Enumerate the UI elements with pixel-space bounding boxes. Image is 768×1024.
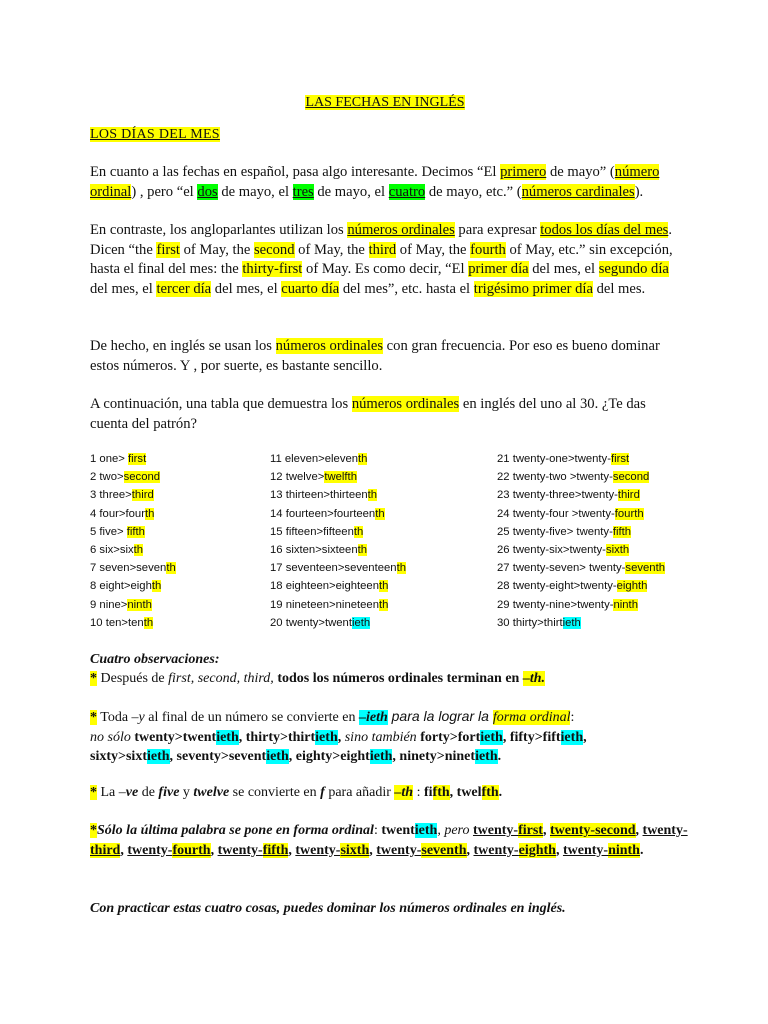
ordinal-row — [270, 505, 406, 523]
closing-sentence: Con practicar estas cuatro cosas, puedes dominar los números ordinales en inglés. — [90, 901, 566, 916]
ordinal-base: 18 eighteen>eighteen — [270, 580, 379, 593]
ordinal-base: 24 twenty-four >twenty- — [497, 507, 615, 520]
ordinal-base: 26 twenty-six>twenty- — [497, 543, 606, 556]
ordinal-suffix: first — [128, 453, 147, 465]
ordinal-suffix: th — [396, 562, 406, 575]
ordinal-base: 22 twenty-two >twenty- — [497, 471, 613, 484]
ordinal-base: 20 twenty>twent — [270, 616, 352, 629]
ordinal-suffix: ninth — [613, 598, 638, 611]
ordinal-base: 7 seven>seven — [90, 562, 167, 575]
ordinal-base: 12 twelve> — [270, 471, 325, 484]
ordinal-row — [270, 541, 406, 559]
ordinal-suffix: th — [375, 507, 385, 520]
paragraph-3: De hecho, en inglés se usan los números ordinales con gran frecuencia. Por eso es bueno dominar estos números. Y , por suerte, es bastante sencillo. — [90, 338, 660, 374]
ordinal-base: 9 nine> — [90, 598, 128, 611]
ordinal-row — [497, 559, 665, 577]
section-heading: LOS DÍAS DEL MES — [90, 127, 220, 142]
ordinal-base: 6 six>six — [90, 543, 134, 556]
paragraph-4: A continuación, una tabla que demuestra los números ordinales en inglés del uno al 30. ¿Te das cuenta del patrón? — [90, 396, 646, 432]
ordinal-suffix: fifth — [126, 525, 145, 538]
observation-2: * Toda –y al final de un número se convierte en –ieth para la lograr la forma ordinal: no sólo twenty>twentieth, thirty>thirtieth, sino también forty>fortieth, fifty>fiftieth, sixty>sixtieth, seventy>seventieth, eighty>eightieth, ninety>ninetieth. — [90, 708, 587, 764]
ordinal-row — [90, 468, 176, 486]
ordinal-row — [497, 505, 665, 523]
ordinal-base: 29 twenty-nine>twenty- — [497, 598, 614, 611]
ordinal-row — [497, 577, 665, 595]
ordinal-row — [90, 596, 176, 614]
ordinal-base: 13 thirteen>thirteen — [270, 489, 368, 502]
ordinal-row — [270, 577, 406, 595]
ordinal-row — [270, 468, 406, 486]
ordinal-suffix: twelfth — [324, 471, 357, 484]
ordinals-column-1 — [90, 450, 176, 632]
ordinal-base: 5 five> — [90, 525, 127, 538]
ordinal-row — [90, 614, 176, 632]
ordinal-suffix: fifth — [612, 525, 632, 538]
ordinal-suffix: ieth — [351, 616, 371, 629]
ordinal-suffix: ieth — [562, 616, 581, 629]
ordinal-suffix: th — [353, 525, 364, 538]
ordinal-suffix: th — [358, 453, 368, 465]
ordinal-suffix: second — [123, 471, 161, 484]
ordinal-base: 14 fourteen>fourteen — [270, 507, 376, 520]
ordinal-suffix: sixth — [605, 543, 630, 556]
ordinal-suffix: th — [166, 562, 176, 575]
ordinal-row — [497, 450, 665, 468]
ordinal-row — [270, 559, 406, 577]
page-title: LAS FECHAS EN INGLÉS — [305, 95, 465, 110]
ordinal-base: 11 eleven>eleven — [270, 453, 359, 465]
ordinals-column-2 — [270, 450, 406, 632]
ordinal-base: 21 twenty-one>twenty- — [497, 453, 611, 465]
ordinal-suffix: th — [144, 507, 155, 520]
ordinal-base: 4 four>four — [90, 507, 145, 520]
paragraph-1: En cuanto a las fechas en español, pasa algo interesante. Decimos “El primero de mayo” (número ordinal) , pero “el dos de mayo, el tres de mayo, el cuatro de mayo, etc.” (números cardinales). — [90, 164, 660, 200]
observations-heading: Cuatro observaciones: — [90, 652, 220, 667]
ordinal-suffix: third — [131, 489, 154, 502]
ordinal-base: 17 seventeen>seventeen — [270, 562, 397, 575]
ordinal-row — [497, 614, 665, 632]
ordinal-base: 23 twenty-three>twenty- — [497, 489, 618, 502]
ordinal-row — [497, 523, 665, 541]
ordinal-base: 10 ten>ten — [90, 616, 144, 629]
ordinal-suffix: th — [143, 616, 154, 629]
ordinal-suffix: th — [151, 580, 162, 593]
ordinal-base: 27 twenty-seven> twenty- — [497, 562, 626, 575]
ordinal-base: 30 thirty>thirt — [497, 616, 563, 629]
ordinal-suffix: th — [367, 489, 378, 502]
ordinal-base: 2 two> — [90, 471, 124, 484]
ordinal-row — [270, 596, 406, 614]
ordinal-suffix: third — [617, 489, 640, 502]
observation-4: *Sólo la última palabra se pone en forma ordinal: twentieth, pero twenty-first, twenty-second, twenty-third, twenty-fourth, twenty-fifth, twenty-sixth, twenty-seventh, twenty-eighth, twenty-ninth. — [90, 823, 688, 858]
observation-3: * La –ve de five y twelve se convierte en f para añadir –th : fifth, twelfth. — [90, 785, 503, 800]
observation-1: * Después de first, second, third, todos los números ordinales terminan en –th. — [90, 671, 546, 686]
ordinal-suffix: fourth — [614, 507, 644, 520]
ordinal-base: 28 twenty-eight>twenty- — [497, 580, 617, 593]
ordinal-suffix: second — [612, 471, 650, 484]
ordinal-row — [270, 450, 406, 468]
ordinal-row — [270, 614, 406, 632]
ordinal-suffix: eighth — [616, 580, 648, 593]
ordinal-row — [497, 468, 665, 486]
ordinal-suffix: th — [357, 543, 368, 556]
ordinal-base: 25 twenty-five> twenty- — [497, 525, 613, 538]
ordinal-base: 16 sixten>sixteen — [270, 543, 358, 556]
ordinal-row — [90, 486, 176, 504]
ordinal-base: 19 nineteen>nineteen — [270, 598, 379, 611]
ordinal-row — [497, 486, 665, 504]
ordinal-base: 1 one> — [90, 453, 129, 465]
ordinal-suffix: seventh — [625, 562, 665, 575]
ordinal-row — [90, 541, 176, 559]
ordinal-row — [497, 541, 665, 559]
ordinal-row — [270, 523, 406, 541]
ordinal-row — [90, 450, 176, 468]
ordinal-suffix: th — [379, 598, 389, 611]
ordinal-row — [90, 523, 176, 541]
ordinal-row — [497, 596, 665, 614]
ordinal-row — [270, 486, 406, 504]
ordinal-suffix: first — [610, 453, 630, 465]
ordinal-base: 3 three> — [90, 489, 132, 502]
ordinal-base: 15 fifteen>fifteen — [270, 525, 354, 538]
ordinal-base: 8 eight>eigh — [90, 580, 152, 593]
ordinal-suffix: ninth — [127, 598, 152, 611]
ordinal-suffix: th — [379, 580, 389, 593]
ordinal-suffix: th — [133, 543, 144, 556]
ordinal-row — [90, 505, 176, 523]
paragraph-2: En contraste, los angloparlantes utilizan los números ordinales para expresar todos los días del mes. Dicen “the first of May, the second of May, the third of May, the fourth of May, etc.” sin excepción, hasta el final del mes: the thirty-first of May. Es como decir, “El primer día del mes, el segundo día del mes, el tercer día del mes, el cuarto día del mes”, etc. hasta el trigésimo primer día del mes. — [90, 222, 673, 297]
ordinal-row — [90, 577, 176, 595]
ordinal-row — [90, 559, 176, 577]
ordinals-column-3 — [497, 450, 665, 632]
